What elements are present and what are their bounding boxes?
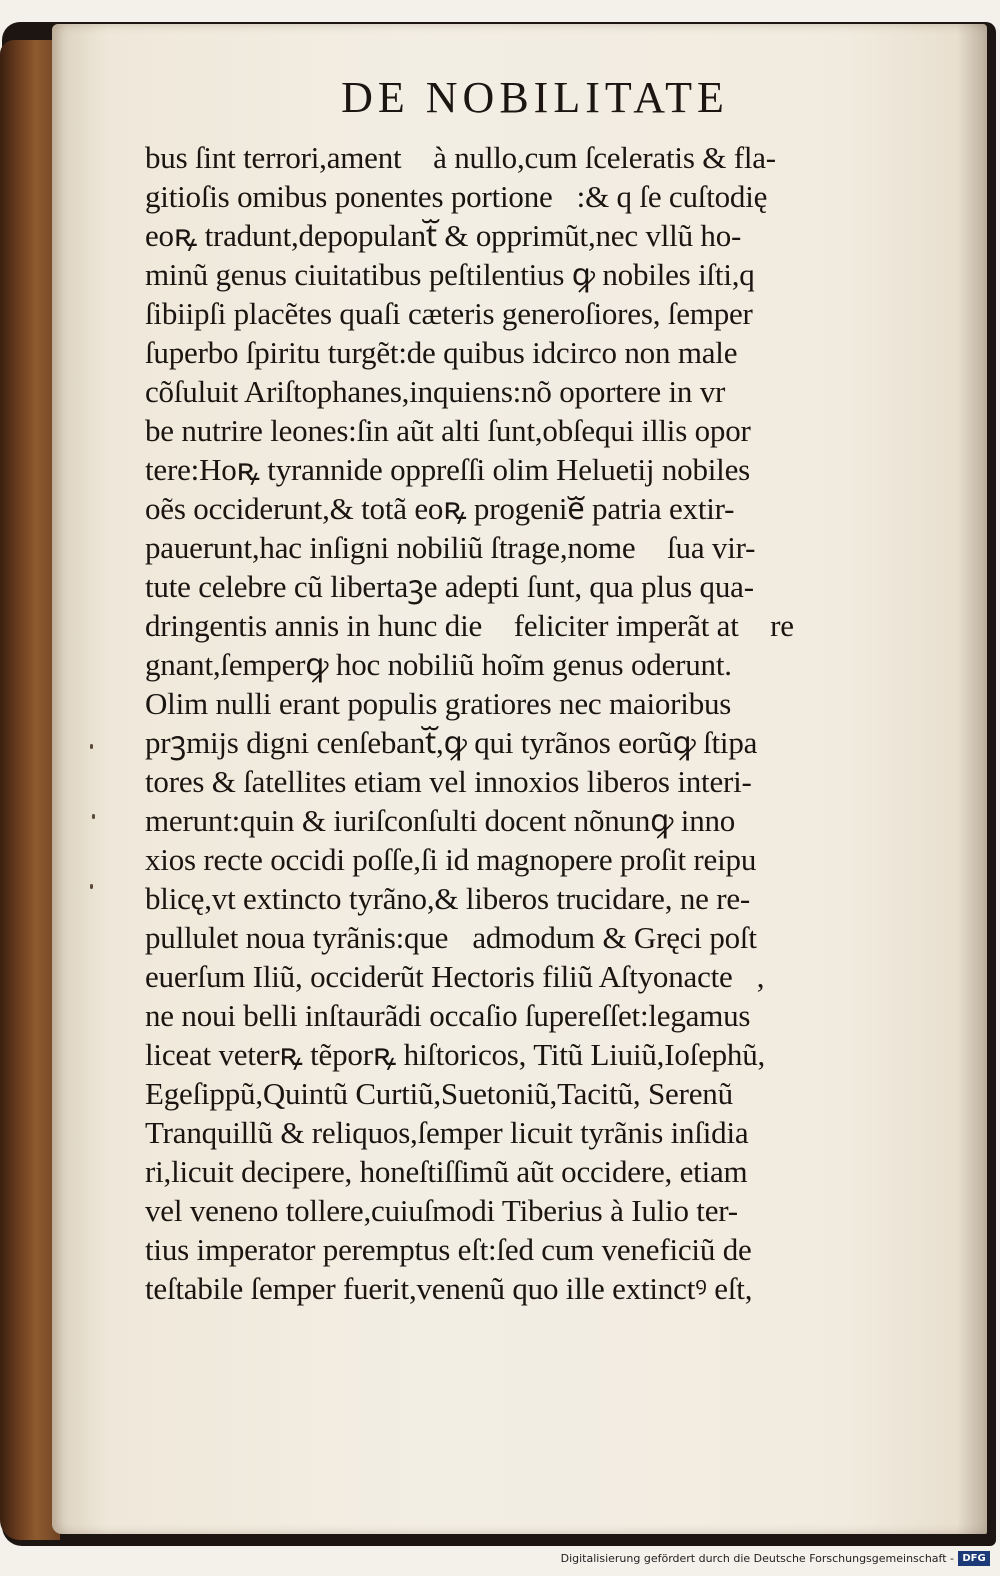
text-line: ſuperbo ſpiritu turgẽt:de quibus idcirco non male [145,335,738,370]
page-shadow [957,24,987,1534]
text-line: dringentis annis in hunc dieᷓ feliciter imperãt atꝙ re [145,608,794,643]
book-spine-edge [0,40,60,1540]
text-line: minũ genus ciuitatibus peſtilentius ꝙ nobiles iſti,q [145,257,755,292]
text-line: pullulet noua tyrãnis:queᷓadmodum & Gręci poſt [145,920,757,955]
running-head: DE NOBILITATE [341,73,729,122]
text-line: blicę,vt extincto tyrãno,& liberos trucidare, ne re- [145,881,751,916]
text-line: gnant,ſemperꝙ hoc nobiliũ hoĩm genus oderunt. [145,647,732,682]
text-line: ſibiipſi placẽtes quaſi cæteris generoſiores, ſemper [145,296,753,331]
text-line: tores & ſatellites etiam vel innoxios liberos interi- [145,764,752,799]
text-line: euerſum Iliũ, occiderũt Hectoris filiũ Aſtyonacteᷓ, [145,959,765,994]
text-line: xios recte occidi poſſe,ſi id magnopere proſit reipu [145,842,757,877]
dfg-logo: DFG [958,1551,990,1566]
text-line: oẽs occiderunt,& totã eoꝶ progenieᷓ patria extir- [145,491,735,526]
text-line: Tranquillũ & reliquos,ſemper licuit tyrãnis inſidia [145,1115,749,1150]
text-line: ne noui belli inſtaurãdi occaſio ſupereſſet:legamus [145,998,751,1033]
text-line: eoꝶ tradunt,depopulantᷓ & opprimũt,nec vllũ ho- [145,218,742,253]
text-line: merunt:quin & iuriſconſulti docent nõnunꝙ inno [145,803,736,838]
margin-mark [90,744,93,749]
text-line: liceat veterꝶ tẽporꝶ hiſtoricos, Titũ Liuiũ,Ioſephũ, [145,1037,766,1072]
funding-notice: Digitalisierung gefördert durch die Deutsche Forschungsgemeinschaft - [560,1552,954,1565]
text-line: be nutrire leones:ſin aũt alti ſunt,obſequi illis opor [145,413,751,448]
margin-mark [92,814,95,819]
text-line: Egeſippũ,Quintũ Curtiũ,Suetoniũ,Tacitũ, Serenũ [145,1076,733,1111]
text-line: cõſuluit Ariſtophanes,inquiens:nõ oportere in vr [145,374,726,409]
text-line: teſtabile ſemper fuerit,venenũ quo ille extinctꝰ eſt, [145,1271,753,1306]
text-line: tute celebre cũ libertaꝫe adepti ſunt, qua plus qua- [145,569,754,604]
margin-mark [90,884,93,889]
text-line: vel veneno tollere,cuiuſmodi Tiberius à Iulio ter- [145,1193,738,1228]
text-line: bus ſint terrori,amentᷓ à nullo,cum ſceleratis & fla- [145,140,776,175]
text-line: pauerunt,hac inſigni nobiliũ ſtrage,nomeᷓ ſua vir- [145,530,756,565]
text-line: ri,licuit decipere, honeſtiſſimũ aũt occidere, etiam [145,1154,748,1189]
text-line: tere:Hoꝶ tyrannide oppreſſi olim Heluetij nobiles [145,452,751,487]
text-line: gitioſis omibus ponentes portioneᷓ:& q ſe cuſtodię [145,179,768,214]
text-line: prꝫmijs digni cenſebantᷓ,ꝙ qui tyrãnos eorũꝙ ſtipa [145,725,758,760]
text-line: Olim nulli erant populis gratiores nec maioribus [145,686,732,721]
text-line: tius imperator peremptus eſt:ſed cum veneficiũ de [145,1232,752,1267]
page-body-text [145,138,865,1308]
